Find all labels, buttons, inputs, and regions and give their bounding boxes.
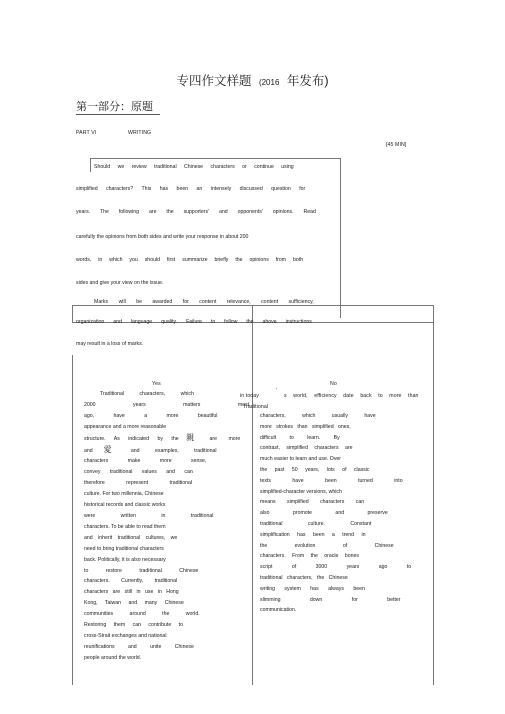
no-line: characters, which usually have [260,413,376,419]
no-line: slimming down for better [260,596,401,603]
yes-line: and inherit traditional cultures, we [84,534,178,541]
yes-char-1-tail: are more [209,435,241,442]
yes-label: Yes [152,381,161,387]
no-line: means simplified characters can [260,499,365,506]
prompt-line-9: may result in a loss of marks. [76,341,144,347]
no-line: also promote and preserve [260,510,388,517]
no-line: communication. [260,607,297,614]
no-line: characters. From the oracle bones [260,553,360,560]
title-suffix: 年发布) [286,74,329,88]
yes-line: need to bring traditional characters [84,545,164,552]
no-line: difficult to learn. By [260,434,340,441]
no-line: texts have been turned into [260,477,403,484]
yes-line: culture. For two millennia, Chinese [84,491,164,498]
no-line: the evolution of Chinese [260,542,394,549]
prompt-line-8: organization and language quality. Failure to follow the above instructions [76,319,312,325]
yes-line: 2000 years matters most. [84,401,251,408]
table-right-rule [433,305,434,685]
prompt-text-1: Should we review traditional Chinese characters or continue using [94,164,294,170]
no-line: simplified-character versions, which [260,488,342,495]
yes-line: characters. Currently, traditional [84,578,178,585]
no-line: contrast, simplified characters are [260,445,353,452]
yes-line: convey traditional values and can [84,469,193,476]
yes-line-with-char-2 [84,444,217,457]
yes-line: Traditional characters, which [100,391,194,397]
prompt-line-2: simplified characters? This has been an intensely discussed question for [76,186,306,192]
yes-line: Restoring them can contribute to [84,622,183,629]
heading-underline [76,114,160,115]
prompt-line-7: Marks will be awarded for content relevance, content sufficiency, [94,299,314,305]
yes-line-with-char [84,432,241,445]
prompt-line-1 [94,164,332,170]
no-line: the past 50 years, lots of classic [260,466,370,473]
yes-line: appearance and a more reasonable [84,423,167,430]
prompt-line-4: carefully the opinions from both sides and write your response in about 200 [76,234,249,240]
yes-line: therefore represent traditional [84,480,193,487]
middle-fragment-1: in today [240,393,259,399]
no-head-line: s world, efficiency date back to more than [284,393,419,399]
document-title [0,71,505,89]
yes-line: characters are still in use in Hong [84,589,179,596]
title-year: (2016 [258,78,280,87]
table-middle-rule [252,305,253,685]
yes-line: historical records and classic works [84,502,166,509]
yes-line: communities around the world. [84,611,200,618]
section-part: PART VI [76,130,97,136]
yes-line: structure. As indicated by the [84,435,179,442]
yes-line: reunifications and unite Chinese [84,643,194,650]
no-line: more strokes than simplified ones, [260,423,351,430]
yes-line: cross-Strait exchanges and national [84,632,167,639]
yes-line: people around the world. [84,654,142,661]
no-line: simplification has been a trend in [260,531,366,538]
no-column [260,411,412,616]
yes-line: ago, have a more beautiful [84,412,218,419]
yes-line: to restore traditional Chinese [84,567,199,574]
box-left-rule [90,158,91,172]
yes-line: characters. To be able to read them [84,523,166,530]
no-line: script of 3000 years ago to [260,564,412,571]
section-time: [45 MIN] [386,142,407,148]
title-prefix: 专四作文样题 [176,74,252,88]
prompt-line-3: years. The following are the supporters' and opponents' opinions. Read [76,209,316,215]
no-line: traditional culture. Constant [260,520,372,527]
yes-char-1: 親 [186,432,195,442]
no-line: writing system has always been [260,585,365,592]
box-top-rule [90,158,340,159]
prompt-line-5: words, in which you should first summarize briefly the opinions from both [76,257,304,263]
prompt-line-6: sides and give your view on the issue. [76,280,164,286]
table-top-rule [72,305,434,306]
box-right-rule [340,158,341,318]
no-label: No [330,381,337,387]
table-left-rule [72,355,73,685]
middle-fragment-2: Traditional [243,404,269,410]
yes-line: characters make more sense, [84,458,207,465]
no-line: traditional characters, the Chinese [260,574,348,581]
part-heading: 第一部分：原题 [76,101,153,113]
table-left-rule-top [72,305,73,323]
yes-char-2: 愛 [103,444,112,454]
yes-line-start: and [84,447,93,454]
yes-line: back. Politically, it is also necessary [84,556,166,563]
yes-line: and examples, traditional [130,447,217,454]
section-name: WRITING [128,130,152,136]
yes-line: were written in traditional [84,512,214,519]
apostrophe: ' [276,388,278,394]
yes-line: Kong, Taiwan and many Chinese [84,600,184,607]
no-line: much easier to learn and use. Over [260,456,342,463]
